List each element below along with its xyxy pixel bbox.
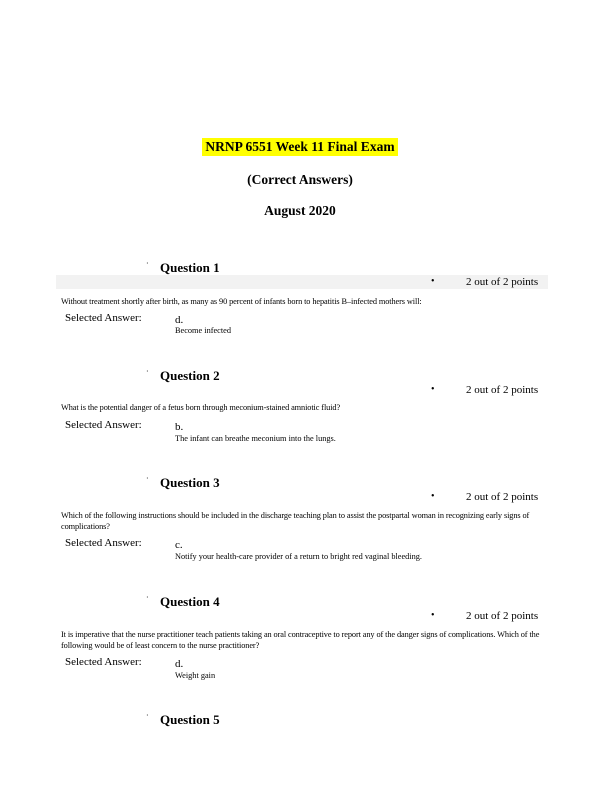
question-title: Question 4: [160, 594, 220, 609]
selected-answer-label: Selected Answer:: [65, 419, 142, 431]
document-date: August 2020: [264, 203, 336, 218]
document-header: [0, 138, 600, 156]
question-title: Question 3: [160, 475, 220, 490]
answer-letter: d.: [175, 658, 184, 670]
question-title: Question 2: [160, 368, 220, 383]
answer-text: Become infected: [175, 326, 231, 335]
bullet-icon: •: [431, 491, 435, 502]
question-title: Question 5: [160, 712, 220, 727]
question-text: What is the potential danger of a fetus born through meconium-stained amniotic fluid?: [61, 403, 341, 412]
answer-text: Notify your health-care provider of a return to bright red vaginal bleeding.: [175, 552, 422, 561]
answer-text: Weight gain: [175, 671, 216, 680]
question-points: 2 out of 2 points: [466, 491, 539, 503]
answer-letter: c.: [175, 539, 183, 551]
answer-letter: b.: [175, 421, 184, 433]
question-points: 2 out of 2 points: [466, 610, 539, 622]
answer-letter: d.: [175, 314, 184, 326]
bullet-icon: •: [431, 384, 435, 395]
question-marker: ·: [146, 367, 149, 376]
selected-answer-label: Selected Answer:: [65, 656, 142, 668]
selected-answer-label: Selected Answer:: [65, 312, 142, 324]
question-marker: ·: [146, 474, 149, 483]
question-title: Question 1: [160, 260, 220, 275]
answer-text: The infant can breathe meconium into the lungs.: [175, 434, 336, 443]
question-marker: ·: [146, 259, 149, 268]
question-text: Which of the following instructions should be included in the discharge teaching plan to assist the postpartal woman in recognizing early signs of complications?: [61, 511, 530, 531]
document-subtitle: (Correct Answers): [247, 172, 353, 187]
question-text: Without treatment shortly after birth, as many as 90 percent of infants born to hepatitis B–infected mothers will:: [61, 297, 422, 306]
bullet-icon: •: [431, 276, 435, 287]
document-title: NRNP 6551 Week 11 Final Exam: [202, 138, 397, 156]
question-points: 2 out of 2 points: [466, 276, 539, 288]
question-marker: ·: [146, 593, 149, 602]
selected-answer-label: Selected Answer:: [65, 537, 142, 549]
question-marker: ·: [146, 711, 149, 720]
question-points: 2 out of 2 points: [466, 384, 539, 396]
bullet-icon: •: [431, 610, 435, 621]
question-text: It is imperative that the nurse practitioner teach patients taking an oral contraceptive to report any of the danger signs of complications. Which of the following would be of least concern to the nurse practitioner?: [61, 630, 540, 650]
